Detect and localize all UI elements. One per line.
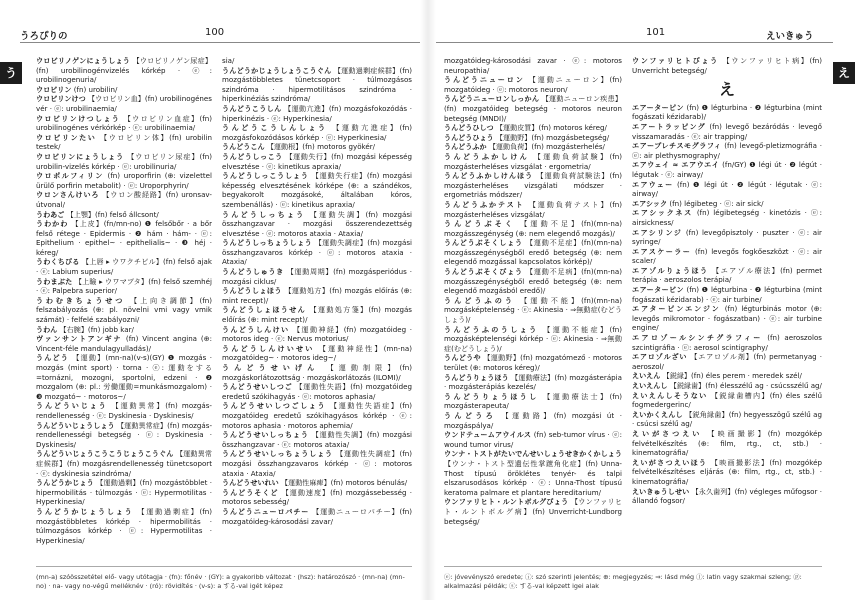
entry-definition: 【運動性失調症】(fn) mozgási összhangzavaros kórkép · ⓔ: motoros ataxia · Ataxia/ [222,449,412,478]
entry-headword: ウンファリヒト・ルントボルグびょう [444,497,569,507]
entry-headword: うんどうぶそく [444,219,515,229]
entry-headword: うんどうぶそくしょう [444,238,523,248]
dictionary-entry [444,430,622,449]
dictionary-entry [444,152,622,171]
dictionary-entry [222,286,412,305]
entry-definition: 【運動】(mn-na)(v-s)(GY) ❶ mozgás · mozgás (mint sport) · torna · ⓔ: 運動をする=tornázni, mozogni, sportolni, edzeni · ❷ mozgalom (⊕: pl.: 労働運動=munkásmozgalom) · ❸ mozgató~ · motoros~/ [36,353,212,401]
entry-definition: 【鋭縁歯】(fn) élesszélű ag · csúcsszélű ag/ [669,381,822,390]
entry-headword: エアシックネス [632,208,693,218]
entry-definition: 【運動失調症】(fn) mozgási összhangzavaros kórkép · ⓔ: motoros ataxia · Ataxia/ [222,238,412,267]
dictionary-entry [444,296,622,325]
running-head: うろぴりの [20,31,68,42]
entry-headword: うんどうせいげん [222,363,320,372]
dictionary-entry [222,363,412,382]
entry-headword: エアロゾールシンチグラフィー [632,333,763,343]
entry-headword: エアターピンエンジン [632,304,721,314]
dictionary-entry [222,344,412,363]
dictionary-entry [36,296,212,325]
dictionary-entry [36,114,212,133]
entry-definition: 【運動異常】(fn) mozgás-rendellenesség · ⓔ: Dyskinesia · Dyskinesis/ [36,401,212,420]
entry-definition: 【運動負荷テスト】(fn) mozgásterheléses vizsgálat/ [444,199,622,219]
entry-definition: mozgatóideg-károsodási zavar · ⓔ: motoros neuropathia/ [444,56,622,75]
entry-definition: (fn) urobilin/ [73,84,118,94]
entry-headword: ウロポルフィリン [36,171,104,181]
dictionary-entry [222,305,412,324]
entry-definition: 【運動負荷試験】(fn) mozgásterheléses vizsgálat · ergometria/ [444,151,622,171]
entry-definition: 【映画撮影法】(fn) mozgókép felvételkészítéses eljárás (⊕: film, rtg., ct, stb.) · kinematográfia/ [632,457,822,486]
entry-headword: うんどうひしつ [444,123,494,133]
dictionary-entry [632,208,822,227]
entry-headword: うんどうふかしけん [444,151,530,161]
entry-headword: うんどうしっこう [222,151,283,161]
entry-definition: 【運動不足症】(fn)(mn-na) mozgásszegénységből eredő betegség (⊕: nem elegendő mozgással kapcsolatos kórkép)/ [444,238,622,267]
entry-headword: うわむきちょうせつ [36,295,126,305]
entry-headword: うんどうしっちょうしょう [222,238,313,248]
dictionary-entry [444,56,622,75]
entry-headword: エアスケーラー [632,246,692,256]
entry-headword: うんどうかじょう [36,478,94,488]
entry-headword: うんどうろ [444,410,497,420]
dictionary-entry [632,228,822,247]
entry-definition: 【運動不能症】(fn) mozgásképtelenségi kórkép · ⓔ: Akinesia · ⇒無動症(むどうしょう)/ [444,324,622,353]
entry-headword: ウロビリンにょうしょう [36,151,125,161]
dictionary-entry [632,285,822,304]
entry-definition: 【鋭縁】(fn) éles perem · meredek szél/ [662,371,802,381]
entry-headword: うんどうこん [222,142,265,152]
entry-headword: ウンナ・トストがたいでんせいしょうせきかくかしょう [444,449,622,459]
entry-definition: 【運動周期】(fn) mozgásperiódus · mozgási ciklus/ [222,267,412,286]
entry-headword: うんどう [36,353,69,363]
dictionary-entry [36,190,212,209]
entry-headword: うんどうしっちょう [222,209,306,219]
footer-rule [36,566,412,567]
entry-headword: えいかくえんし [632,409,683,419]
entry-definition: 【運動野】(fn) mozgásbetegség/ [495,132,610,142]
entry-headword: うんどうしんけい [222,324,290,334]
entry-headword: ウロビリノゲンにょうしょう [36,56,131,65]
entry-headword: エアゾルりょうほう [632,265,709,275]
dictionary-entry [444,200,622,219]
entry-definition: 【ウロビリン体】(fn) urobilin testek/ [36,132,212,152]
dictionary-entry [222,142,412,152]
entry-definition: 【ウロン酸経路】(fn) uronsav-útvonal/ [36,190,212,209]
entry-headword: エアロゾルざい [632,352,688,362]
dictionary-entry [632,333,822,352]
entry-headword: うんどうかじょうしょう [36,506,134,516]
dictionary-entry [632,180,822,199]
entry-definition: 【運動失行症】(fn) mozgási képesség elvesztésének kórképe (⊕: a szándékos, begyakorolt mozgásoké, általában kóros, szembenállás) · ⓔ: kinetikus apraxia/ [222,171,412,209]
entry-definition: 【運動亢進】(fn) mozgásfokozódás · hiperkinézis · ⓔ: Hyperkinesia/ [222,103,412,123]
entry-definition: 【運動神経性】(mn-na) mozgatóideg~ · motoros ideg~/ [222,343,412,363]
dictionary-entry [36,507,212,545]
entry-definition: (fn) ❶ légi út · ❷ légút · légutak · ⓔ: airway/ [632,179,822,199]
entry-headword: うんどうふのう [444,295,515,305]
entry-definition: 【運動負荷試験法】(fn) mozgásterheléses vizsgálati módszer · ergometriás módszer/ [444,171,622,200]
entry-definition: 【運動過剰症】(fn) mozgástöbbletes kórkép · hipermobilitás · túlmozgásos kórkép · ⓔ: Hypermotilitas · Hyperkinesia/ [36,506,212,545]
dictionary-entry [632,458,822,487]
entry-definition: 【運動不足病】(fn)(mn-na) mozgásszegénységből eredő betegség (⊕: nem elegendő mozgásból eredő)/ [444,267,622,296]
entry-headword: うんどういじょう [36,401,108,411]
entry-definition: 【運動ニューロン疾患】(fn) mozgatóideg betegség · motoros neuron betegség (MNDI)/ [444,94,622,123]
entry-definition: 【運動不能】(fn)(mn-na) mozgásképtelenség · ⓔ: Akinesia · ⇒無動症(むどうしょう)/ [444,295,622,325]
entry-headword: うんどうふかしけんほう [444,171,534,181]
dictionary-entry [444,75,622,94]
entry-headword: うんどうせいれい [222,478,279,488]
entry-headword: うわん [36,324,58,334]
entry-headword: うんどうそくど [222,487,279,497]
entry-definition: 【上唇 ▸ ウワクチビル】(fn) felső ajak · ⓔ: Labium superius/ [36,257,212,277]
dictionary-entry [222,171,412,209]
section-kana-heading: え [718,80,735,100]
entry-definition: 【運動野】(fn) mozgatómező · motoros terület (⊕: motoros kéreg)/ [444,353,622,372]
entry-definition: 【運動処方箋】(fn) mozgás előírás (⊕: mint recept)/ [222,305,412,325]
entry-headword: うわくちびる [36,257,80,267]
footer-rule [444,566,822,567]
dictionary-entry [222,210,412,239]
entry-definition: 【運動性失語】(fn) mozgatóideg eredetű szókihagyás · ⓔ: motoros aphasia/ [222,382,412,401]
entry-definition: 【運動処方】(fn) mozgás előírás (⊕: mint recept)/ [222,286,412,305]
entry-definition: 【運動性失語症】(fn) mozgatóideg eredetű szókihagyásos kórkép · ⓔ: motoros aphasia · motoros aphemia/ [222,401,412,430]
entry-definition: 【上瞼 ▸ ウワマブタ】(fn) felső szemhéj · ⓔ: Palpebra superior/ [36,276,212,296]
dictionary-entry [444,94,622,123]
entry-definition: 【運動根】(fn) motoros gyökér/ [266,142,376,152]
dictionary-entry [632,103,822,122]
dictionary-entry [632,352,822,371]
entry-definition: 【運動療法士】(fn) mozgásterapeuta/ [444,391,622,411]
entry-headword: うんどうりょうほうし [444,391,539,401]
entry-definition: (fn) levegő-pletizmográfia · ⓔ: air plethysmography/ [632,141,822,160]
entry-definition: 【上皮】(fn/mn-no) ❶ felsőbőr · a bőr felső rétege · Epidermis · ❷ hám · hám- · ⓔ: Epithelium · epithel~ · epithelialis~ · ❸ héj · kéreg/ [36,219,212,257]
entry-definition: 【運動性麻痺】(fn) motoros bénulás/ [281,478,408,488]
entry-definition: 【右腕】(fn) jobb kar/ [59,324,134,334]
entry-headword: うんどうニューロンしっかん [444,94,540,104]
left-page [0,0,420,600]
entry-definition: 【運動過剰症候群】(fn) mozgástöbbletes tünetcsoport · túlmozgásos szindróma · hipermotilitásos szindróma · hiperkinéziás szindróma/ [222,65,412,104]
dictionary-entry [632,160,822,179]
entry-definition: (fn) levegő bezáródás · levegő visszamaradás · ⓔ: air trapping/ [632,121,822,141]
entry-headword: ヴァンサントアンギナ [36,334,123,344]
dictionary-column-left [444,56,622,560]
dictionary-entry [222,104,412,123]
abbreviation-legend: (mn-a) szóösszetétel elő- vagy utótagja · (fn): főnév · (GY): a gyakoribb változat · (hsz): határozószó · (mn-na) (mn-no) · na- vagy no-végű melléknév · (ró): rövidítés · (v-s): a する-val igét képez [36,573,405,590]
entry-headword: ウロビリン [36,84,72,94]
entry-headword: うんどうふかテスト [444,199,525,209]
dictionary-entry [36,421,212,450]
dictionary-entry [444,497,622,526]
dictionary-entry [444,171,622,200]
dictionary-entry [632,199,822,209]
dictionary-entry [632,371,822,381]
entry-definition: 【運動性失調】(fn) mozgási összhangzavar · ⓔ: motoros ataxia/ [222,430,412,449]
dictionary-entry [222,325,412,344]
entry-headword: うんどうしゅうき [222,267,284,277]
entry-headword: エアータービン [632,285,684,295]
dictionary-entry [632,56,822,75]
entry-definition: (fn) levegős fogkőeszközt · ⓔ: air scaler/ [632,246,822,266]
entry-headword: えいえんしそうない [632,390,708,400]
thumb-index-tab: う [0,62,22,84]
entry-definition: 【運動亢進症】(fn) mozgásfokozódásos kórkép · ⓔ: Hyperkinesia/ [222,123,412,142]
entry-headword: えいがさつえい [632,428,703,438]
header-rule [436,42,833,43]
dictionary-column-right [222,56,412,560]
entry-definition: (fn) aeroszolos szcintigráfia · ⓔ: aerosol scintigraphy/ [632,333,822,352]
page-number: 101 [646,27,666,38]
entry-definition: 【運動神経】(fn) mozgatóideg · motoros ideg · ⓔ: Nervus motorius/ [222,324,412,344]
entry-definition: 【運動不足】(fn)(mn-na) mozgásszegénység (⊕: nem elegendő mozgás)/ [444,219,622,238]
entry-definition: (fn/GY) ❶ légi út · ❷ légút · légutak · ⓔ: airway/ [632,160,822,179]
entry-headword: エアーターピン [632,102,684,112]
entry-headword: エアウェイ ≈ エアウエイ [632,160,720,170]
dictionary-entry [632,247,822,266]
dictionary-entry [36,257,212,276]
dictionary-entry [222,56,412,66]
entry-headword: うんどうしっこうしょう [222,171,309,181]
dictionary-entry [36,152,212,171]
dictionary-entry [222,401,412,430]
dictionary-entry [632,487,822,506]
entry-headword: うんどうニューロパチー [222,506,310,516]
entry-headword: うんどうりょうほう [444,372,509,382]
dictionary-entry [444,133,622,143]
dictionary-entry [444,142,622,152]
dictionary-entry [36,219,212,257]
entry-headword: うんどうふか [444,142,487,152]
entry-headword: ウロビリンたい [36,132,97,142]
entry-headword: エアシリンジ [632,227,683,237]
entry-definition: 【運動異常症候群】(fn) mozgásrendellenesség tünetcsoport · ⓔ: dyskinesia szindróma/ [36,449,212,478]
dictionary-entry [36,94,212,113]
entry-headword: えいえんし [632,381,668,390]
entry-definition: 【運動路】(fn) mozgási út · mozgáspálya/ [444,410,622,430]
entry-definition: (fn) légibetegség · kinetózis · ⓔ: airsickness/ [632,208,822,227]
entry-definition: (fn) levegőpisztoly · puszter · ⓔ: air syringe/ [632,227,822,247]
dictionary-entry [36,171,212,190]
entry-headword: うんどうしょほうせん [222,305,307,315]
entry-definition: 【ウンファリヒト病】(fn) Unverricht betegség/ [632,56,822,75]
entry-headword: うんどうせいしっちょう [222,430,309,440]
dictionary-entry [222,430,412,449]
header-rule [20,42,420,43]
right-page [436,0,855,600]
dictionary-entry [632,122,822,141]
entry-definition: (fn) ❶ légturbina · ❷ légturbina (mint fogászati kézidarab) · ⓔ: air turbine/ [632,285,822,304]
entry-definition: (fn) seb-tumor vírus · ⓔ: wound tumor virus/ [444,430,622,449]
entry-definition: 【ウロビリノゲン尿症】(fn) urobilinogénvizelés kórkép · ⓔ: urobilinogenuria/ [36,56,212,85]
dictionary-entry [222,267,412,286]
entry-definition: (fn) ❶ légturbina · ❷ légturbina (mint fogászati kézidarab)/ [632,102,822,122]
entry-definition: 【運動速度】(fn) mozgássebesség · motoros sebesség/ [222,487,412,507]
dictionary-entry [444,411,622,430]
entry-headword: うんどうや [444,353,481,363]
entry-headword: ウロビリンけつしょう [36,113,121,123]
thumb-index-tab: え [833,62,855,84]
entry-headword: うわまぶた [36,276,73,286]
entry-definition: (fn) uroporfirin (⊕: vizelettel ürülő porfirin metabolit) · ⓔ: Uroporphyrin/ [36,171,212,190]
dictionary-entry [444,353,622,372]
dictionary-entry [36,133,212,152]
entry-definition: 【ウンナ・トスト型遺伝性掌蹠角化症】(fn) Unna-Thost típusú öröklétes tenyér- és talpi elszarusodásos kórkép · ⓔ: Unna-Thost típusú keratoma palmare et plantare hereditarium/ [444,458,622,497]
entry-definition: 【エアゾル療法】(fn) permet terápia · aeroszolos terápia/ [632,265,822,285]
entry-headword: うんどうせいしつごしょう [222,401,327,411]
entry-definition: 【ウロビリン尿症】(fn) urobilin-vizelés kórkép · ⓔ: urobilinuria/ [36,151,212,171]
dictionary-entry [222,478,412,488]
entry-definition: 【ウロビリン血】(fn) urobilinogénes vér · ⓔ: urobilinaemia/ [36,94,212,113]
entry-headword: うんどうせいしっちょうしょう [222,449,333,459]
entry-definition: 【鋭角縁歯】(fn) hegyesszögű szélű ag · csúcsi szélű ag/ [632,409,822,429]
dictionary-entry [632,391,822,410]
dictionary-entry [444,238,622,267]
dictionary-entry [222,152,412,171]
entry-headword: うわかわ [36,219,69,229]
entry-headword: ウロンさんけいろ [36,190,100,200]
dictionary-entry [36,85,212,95]
entry-definition: 【運動制限】(fn) mozgáskorlátozottság · mozgáskorlátozás (ILOMI)/ [222,363,412,382]
running-head: えいきゅう [766,31,814,42]
entry-headword: うんどうかじょうしょうこうぐん [222,65,332,75]
dictionary-entry [444,123,622,133]
dictionary-entry [222,238,412,267]
book-gutter [420,0,436,600]
entry-definition: 【運動ニューロパチー】(fn) mozgatóideg-károsodási zavar/ [222,506,412,526]
abbreviation-legend: ⓔ: jóvevényszó eredete; ⓘ: szó szerinti jelentés; ⊕: megjegyzés; ⇒: lásd még ⓛ: latin vagy szakmai szleng; ⓟ: alkalmazási példák; ⓢ: する-val képzett igei alak [444,573,802,590]
dictionary-entry [444,392,622,411]
dictionary-entry [632,429,822,458]
entry-definition: 【永久歯列】(fn) végleges műfogsor · állandó fogsor/ [632,486,822,506]
dictionary-entry [632,381,822,391]
dictionary-entry [222,507,412,526]
dictionary-entry [36,277,212,296]
entry-definition: (fn) légturbinás motor (⊕: levegős mikromotor · fogászatban) · ⓔ: air turbine engine/ [632,304,822,333]
entry-headword: うんどうニューロン [444,75,525,85]
entry-headword: えいえん [632,371,661,381]
entry-headword: エアートラッピング [632,121,706,131]
entry-headword: ウロビリンけつ [36,94,86,104]
dictionary-entry [444,373,622,392]
entry-definition: 【映画撮影】(fn) mozgókép felvételkészítés (⊕: film, rtg., ct, stb.) · kinematográfia/ [632,428,822,458]
dictionary-entry [222,382,412,401]
entry-definition: 【運動異常症】(fn) mozgás-rendellenességi betegség · ⓔ: Dyskinesia · Dyskinesis/ [36,420,212,449]
dictionary-entry [632,141,822,160]
entry-headword: エアープレチスモグラフィ [632,141,722,151]
entry-definition: 【運動負荷】(fn) mozgásterhelés/ [488,142,605,152]
entry-headword: うんどういじょうこうこうじょうこうぐん [36,449,174,459]
dictionary-entry [444,219,622,238]
entry-headword: ウンファリヒトびょう [632,56,719,65]
entry-headword: えいきゅうしせい [632,486,690,496]
entry-definition: 【運動過剰】(fn) mozgástöbblet · hipermobilitás · túlmozgás · ⓔ: Hypermotilitas · Hyperkinesia/ [36,478,212,507]
dictionary-entry [36,210,212,220]
entry-definition: 【ウロビリン血症】(fn) urobilinogénes vérkórkép · ⓔ: urobilinaemia/ [36,113,212,133]
entry-headword: ウンドテュームアウイルス [444,430,532,440]
dictionary-entry [36,334,212,353]
dictionary-entry [444,449,622,497]
entry-definition: 【運動ニューロン】(fn) mozgatóideg · ⓔ: motoros neuron/ [444,75,622,94]
dictionary-entry [222,449,412,478]
dictionary-entry [36,56,212,85]
entry-headword: うんどうひょう [444,132,494,142]
dictionary-entry [632,266,822,285]
dictionary-entry [36,325,212,335]
entry-headword: エアウェー [632,179,674,189]
entry-headword: うんどうせいしつご [222,382,293,392]
dictionary-entry [222,66,412,104]
entry-definition: 【運動療法】(fn) mozgásterápia · mozgásterápiás kezelés/ [444,372,622,392]
dictionary-entry [36,353,212,401]
entry-definition: 【ウンファリヒト・ルントボルグ病】(fn) Unverricht-Lundborg betegség/ [444,497,622,526]
entry-definition: 【運動失行】(fn) mozgási képesség elvesztése · ⓔ: kinetikus apraxia/ [222,151,412,171]
dictionary-entry [632,304,822,333]
entry-headword: うんどうこうしんしょう [222,123,328,133]
entry-definition: 【上向き調節】(fn) felszabályozás (⊕: pl. növelni vmi vagy vmik számát) · felfelé szabályozni/ [36,295,212,325]
dictionary-entry [444,325,622,354]
entry-headword: うんどういじょうしょう [36,420,115,430]
entry-definition: (fn) légibeteg · ⓔ: air sick/ [669,198,764,208]
dictionary-entry [36,478,212,507]
entry-definition: 【エアロゾル剤】(fn) permetanyag · aeroszol/ [632,352,822,371]
dictionary-column-left [36,56,212,560]
page-number: 100 [205,27,225,38]
dictionary-entry [444,267,622,296]
entry-headword: うんどうぶそくびょう [444,267,523,277]
dictionary-entry [36,401,212,420]
dictionary-entry [222,488,412,507]
entry-definition: 【鋭縁歯槽内】(fn) éles szélű fogmedergerinc/ [632,390,822,410]
dictionary-column-right [632,56,822,560]
entry-headword: エアシック [632,198,668,208]
entry-headword: うんどうしんけいせい [222,343,315,353]
entry-definition: sia/ [222,56,235,65]
entry-definition: 【上顎】(fn) felső állcsont/ [66,209,159,219]
entry-headword: えいがさつえいほう [632,457,708,467]
entry-headword: うんどうふのうしょう [444,324,539,334]
entry-headword: うんどうしょほう [222,286,282,296]
entry-definition: 【運動皮質】(fn) motoros kéreg/ [495,123,607,133]
entry-definition: (fn) Vincent angina (⊕: Vincent-féle mandulagyulladás)/ [36,334,212,353]
entry-headword: うんどうこうしん [222,103,282,113]
dictionary-entry [632,410,822,429]
dictionary-entry [36,449,212,478]
entry-definition: 【運動失調】(fn) mozgási összhangzavar · mozgási összerendezettség elvesztése · ⓔ: motoros ataxia · Ataxia/ [222,209,412,238]
entry-headword: うわあご [36,209,65,219]
dictionary-entry [222,123,412,142]
